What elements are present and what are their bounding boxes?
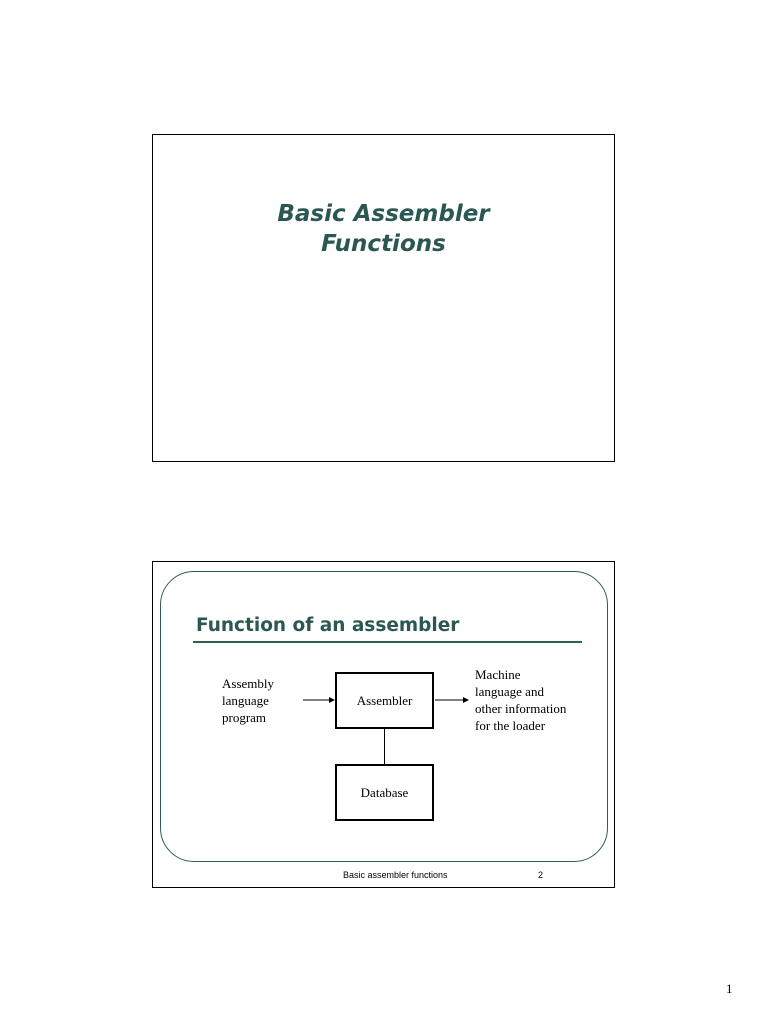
database-box: Database — [335, 764, 434, 821]
input-label-line-2: language — [222, 693, 269, 708]
output-label-line-2: language and — [475, 684, 544, 699]
assembler-box: Assembler — [335, 672, 434, 729]
output-label-line-4: for the loader — [475, 718, 546, 733]
page-number: 1 — [726, 981, 733, 996]
input-label-line-1: Assembly — [222, 676, 274, 691]
output-label — [475, 666, 566, 734]
slide-number: 2 — [538, 870, 544, 880]
slide-1-title-line-2: Functions — [321, 231, 446, 257]
slide-1-title — [153, 199, 614, 259]
slide-1 — [152, 134, 615, 462]
slide-1-title-line-1: Basic Assembler — [277, 201, 490, 227]
title-underline — [193, 641, 582, 643]
input-arrow — [303, 696, 335, 704]
output-label-line-1: Machine — [475, 667, 521, 682]
assembler-database-connector — [384, 729, 385, 764]
slide-footer-caption: Basic assembler functions — [343, 870, 448, 880]
input-label — [222, 675, 274, 726]
output-label-line-3: other information — [475, 701, 567, 716]
slide-2 — [152, 561, 615, 888]
input-label-line-3: program — [222, 710, 267, 725]
slide-2-title: Function of an assembler — [196, 615, 460, 636]
output-arrow — [435, 696, 469, 704]
